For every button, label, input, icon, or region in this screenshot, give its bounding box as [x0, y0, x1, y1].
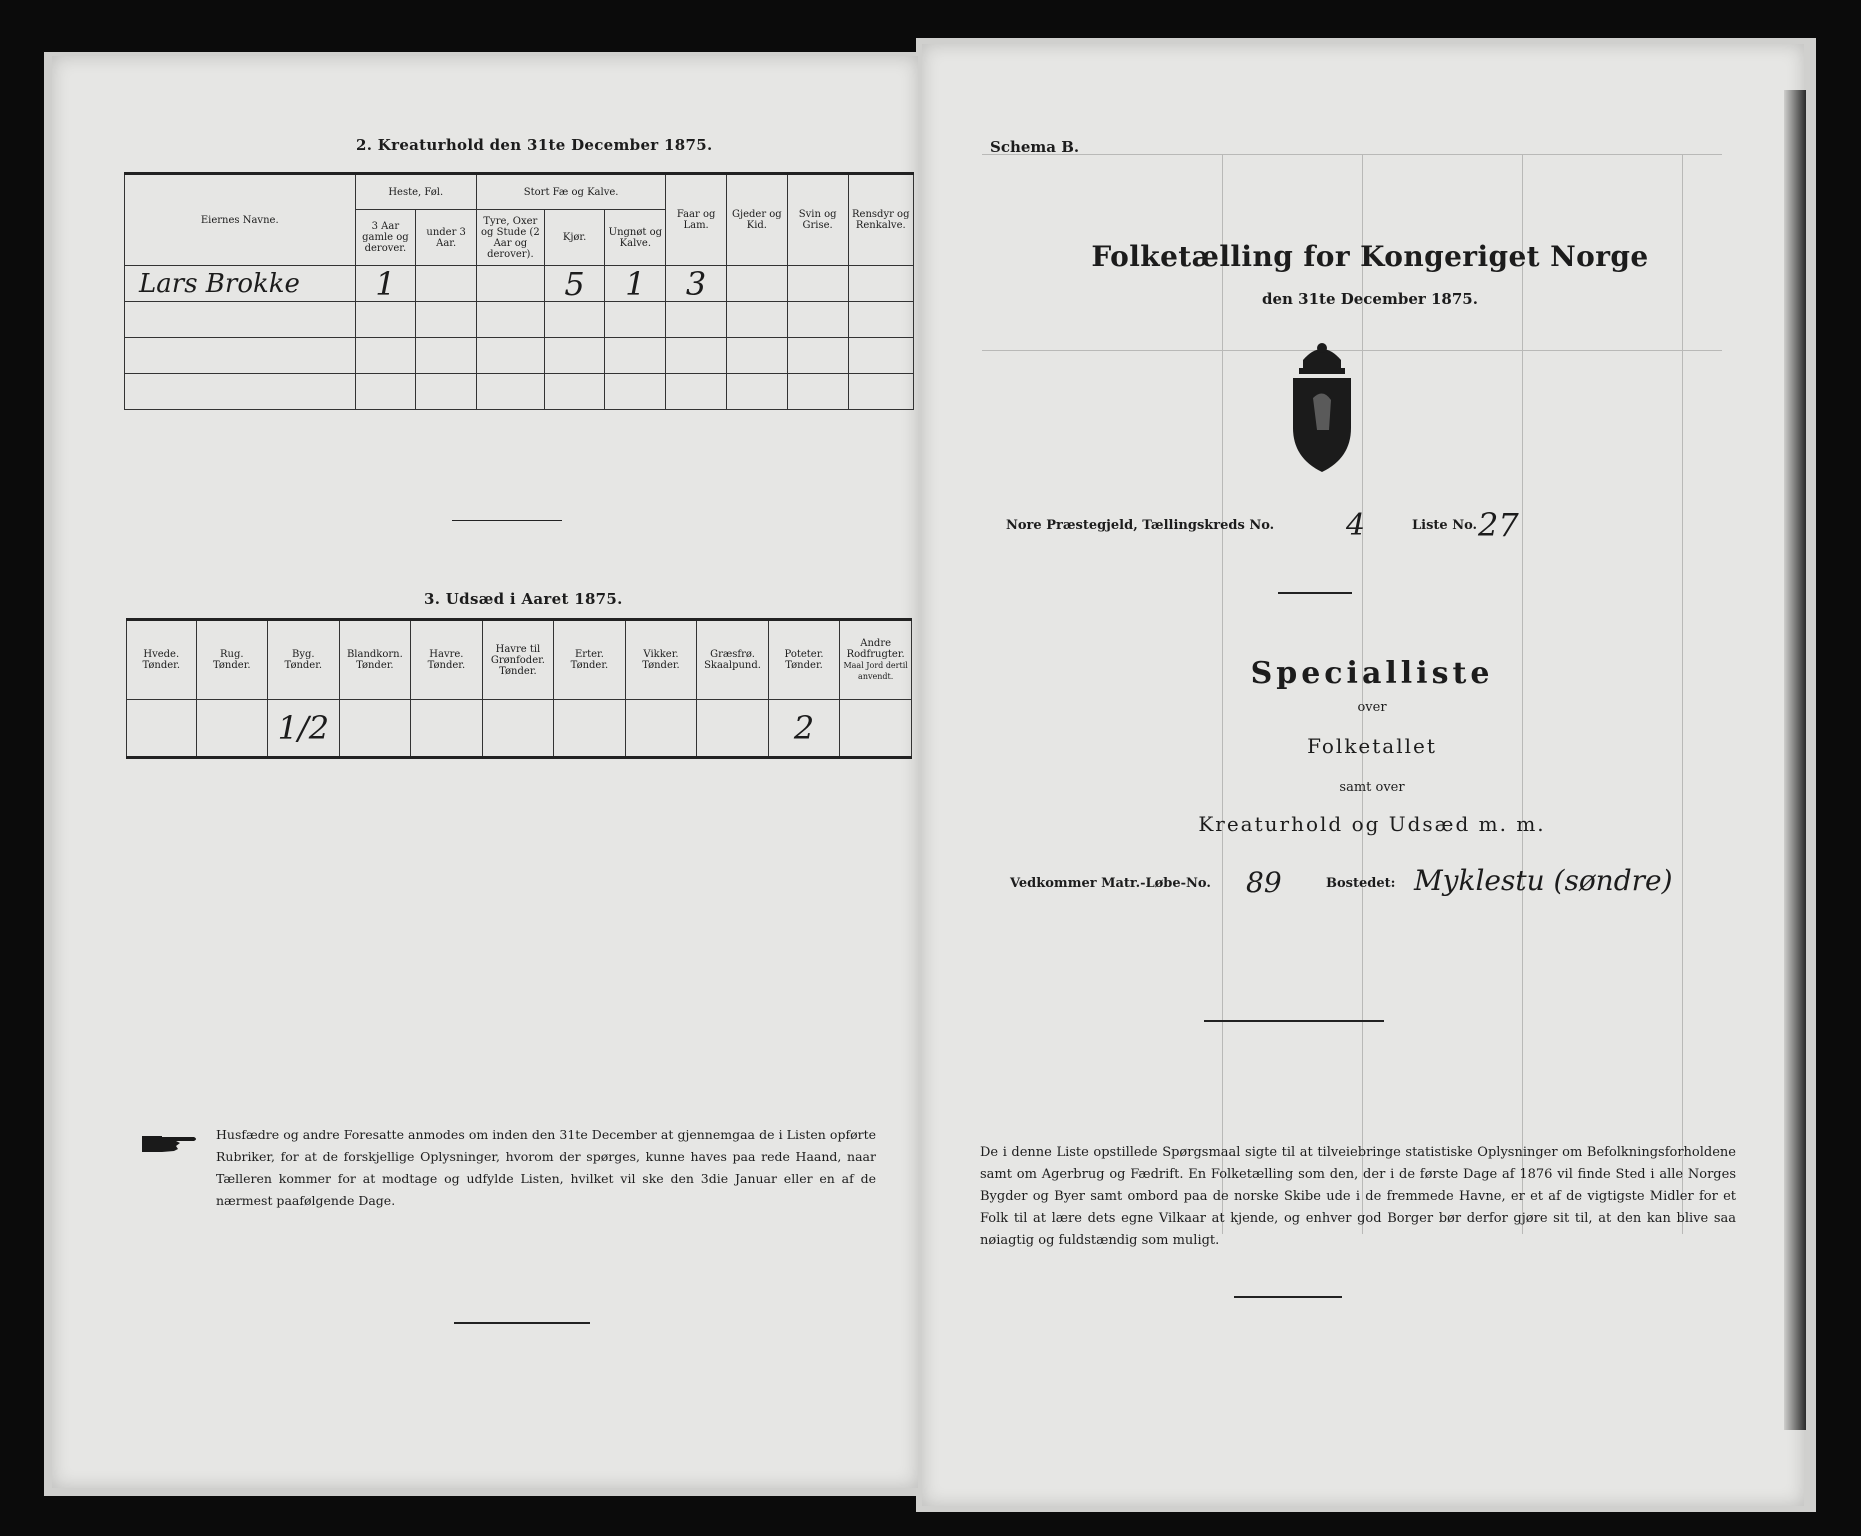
specialliste-heading: Specialliste — [1250, 656, 1494, 691]
gjeder-col-header: Gjeder og Kid. — [726, 174, 787, 266]
over-text: over — [1357, 700, 1387, 715]
ungnet-cell: 1 — [605, 266, 666, 302]
bosted-value: Myklestu (søndre) — [1414, 864, 1673, 897]
seed-col-header: Andre Rodfrugter. Maal Jord dertil anvendt. — [840, 620, 912, 700]
seed-cell — [840, 700, 912, 758]
seed-col-header: Byg. Tønder. — [268, 620, 340, 700]
livestock-title: 2. Kreaturhold den 31te December 1875. — [356, 136, 713, 154]
bottom-divider — [454, 1322, 590, 1324]
seed-cell — [127, 700, 197, 758]
bosted-label: Bostedet: — [1326, 876, 1396, 891]
district-no: 4 — [1346, 508, 1366, 543]
table-row — [125, 374, 914, 410]
livestock-row — [125, 266, 914, 302]
ghost-line — [1682, 154, 1683, 1234]
divider — [452, 520, 562, 521]
rensdyr-cell — [848, 266, 913, 302]
divider — [1278, 592, 1352, 594]
table-row — [125, 338, 914, 374]
seed-cell — [196, 700, 268, 758]
faar-col-header: Faar og Lam. — [666, 174, 727, 266]
tyre-cell — [477, 266, 545, 302]
seed-header-row — [127, 620, 912, 700]
heste-3-header: 3 Aar gamle og derover. — [355, 210, 416, 266]
seed-col-header: Vikker. Tønder. — [625, 620, 697, 700]
heste-group-header: Heste, Føl. — [355, 174, 477, 210]
census-date: den 31te December 1875. — [1262, 290, 1478, 308]
seed-col-header: Rug. Tønder. — [196, 620, 268, 700]
matr-label: Vedkommer Matr.-Løbe-No. — [1010, 876, 1211, 891]
seed-cell — [411, 700, 483, 758]
ghost-line — [1362, 154, 1363, 1234]
seed-col-header: Poteter. Tønder. — [768, 620, 840, 700]
stort-fae-group-header: Stort Fæ og Kalve. — [477, 174, 666, 210]
seed-col-header: Havre til Grønfoder. Tønder. — [482, 620, 554, 700]
livestock-table — [124, 172, 914, 410]
seed-cell — [625, 700, 697, 758]
seed-col-header: Hvede. Tønder. — [127, 620, 197, 700]
kjor-header: Kjør. — [544, 210, 605, 266]
liste-label: Liste No. — [1412, 518, 1478, 533]
ungnet-header: Ungnøt og Kalve. — [605, 210, 666, 266]
matr-no: 89 — [1246, 866, 1282, 899]
owner-col-header: Eiernes Navne. — [125, 174, 356, 266]
seed-value-row — [127, 700, 912, 758]
norwegian-coat-of-arms-icon — [1273, 338, 1371, 474]
seed-cell: 2 — [768, 700, 840, 758]
svin-col-header: Svin og Grise. — [787, 174, 848, 266]
explanation-paragraph: De i denne Liste opstillede Spørgsmaal sigte til at tilveiebringe statistiske Oplysninger om Befolkningsforholdene samt om Agerbrug og Fædrift. En Folketælling som den, der i de første Dage af 1876 vil finde Sted i alle Norges Bygder og Byer samt ombord paa de norske Skibe ude i de fremmede Havne, er et af de vigtigste Midler for et Folk til at lære dets egne Vilkaar at kjende, og enhver god Borger bør derfor gjøre sit til, at den kan blive saa nøiagtig og fuldstændig som muligt. — [980, 1145, 1736, 1248]
seed-cell — [697, 700, 769, 758]
seed-title: 3. Udsæd i Aaret 1875. — [424, 590, 623, 608]
district-label: Nore Præstegjeld, Tællingskreds No. — [1006, 518, 1275, 533]
bottom-divider — [1234, 1296, 1342, 1298]
binding-shadow — [1784, 90, 1806, 1430]
right-page — [922, 44, 1804, 1506]
heste-3-cell: 1 — [355, 266, 416, 302]
seed-cell — [339, 700, 411, 758]
pointing-hand-icon — [142, 1130, 200, 1156]
seed-table — [126, 618, 912, 759]
rensdyr-col-header: Rensdyr og Renkalve. — [848, 174, 913, 266]
seed-cell — [554, 700, 626, 758]
ghost-line — [1222, 154, 1223, 1234]
seed-cell: 1/2 — [268, 700, 340, 758]
seed-col-header: Erter. Tønder. — [554, 620, 626, 700]
matr-line — [1010, 862, 1770, 906]
heste-under-header: under 3 Aar. — [416, 210, 477, 266]
table-row — [125, 302, 914, 338]
seed-col-header: Græsfrø. Skaalpund. — [697, 620, 769, 700]
faar-cell: 3 — [666, 266, 727, 302]
folketallet-text: Folketallet — [1307, 734, 1437, 758]
liste-no: 27 — [1478, 506, 1519, 544]
samt-over-text: samt over — [1339, 780, 1405, 795]
notice-text: Husfædre og andre Foresatte anmodes om inden den 31te December at gjennemgaa de i Listen opførte Rubriker, for at de forskjellige Oplysninger, hvorom der spørges, kunne haves paa rede Haand, naar Tælleren kommer for at modtage og udfylde Listen, hvilket vil ske den 3die Januar eller en af de nærmest paafølgende Dage. — [216, 1127, 876, 1208]
divider — [1204, 1020, 1384, 1022]
tyre-header: Tyre, Oxer og Stude (2 Aar og derover). — [477, 210, 545, 266]
district-line — [1006, 506, 1766, 552]
ghost-line — [982, 154, 1722, 155]
ghost-line — [1522, 154, 1523, 1234]
seed-col-header: Blandkorn. Tønder. — [339, 620, 411, 700]
heste-under-cell — [416, 266, 477, 302]
seed-cell — [482, 700, 554, 758]
left-page — [52, 56, 918, 1488]
kjor-cell: 5 — [544, 266, 605, 302]
schema-label: Schema B. — [990, 138, 1080, 156]
kreaturhold-text: Kreaturhold og Udsæd m. m. — [1198, 812, 1546, 836]
seed-col-header: Havre. Tønder. — [411, 620, 483, 700]
owner-cell: Lars Brokke — [125, 266, 356, 302]
census-title: Folketælling for Kongeriget Norge — [1091, 240, 1649, 273]
gjeder-cell — [726, 266, 787, 302]
svin-cell — [787, 266, 848, 302]
